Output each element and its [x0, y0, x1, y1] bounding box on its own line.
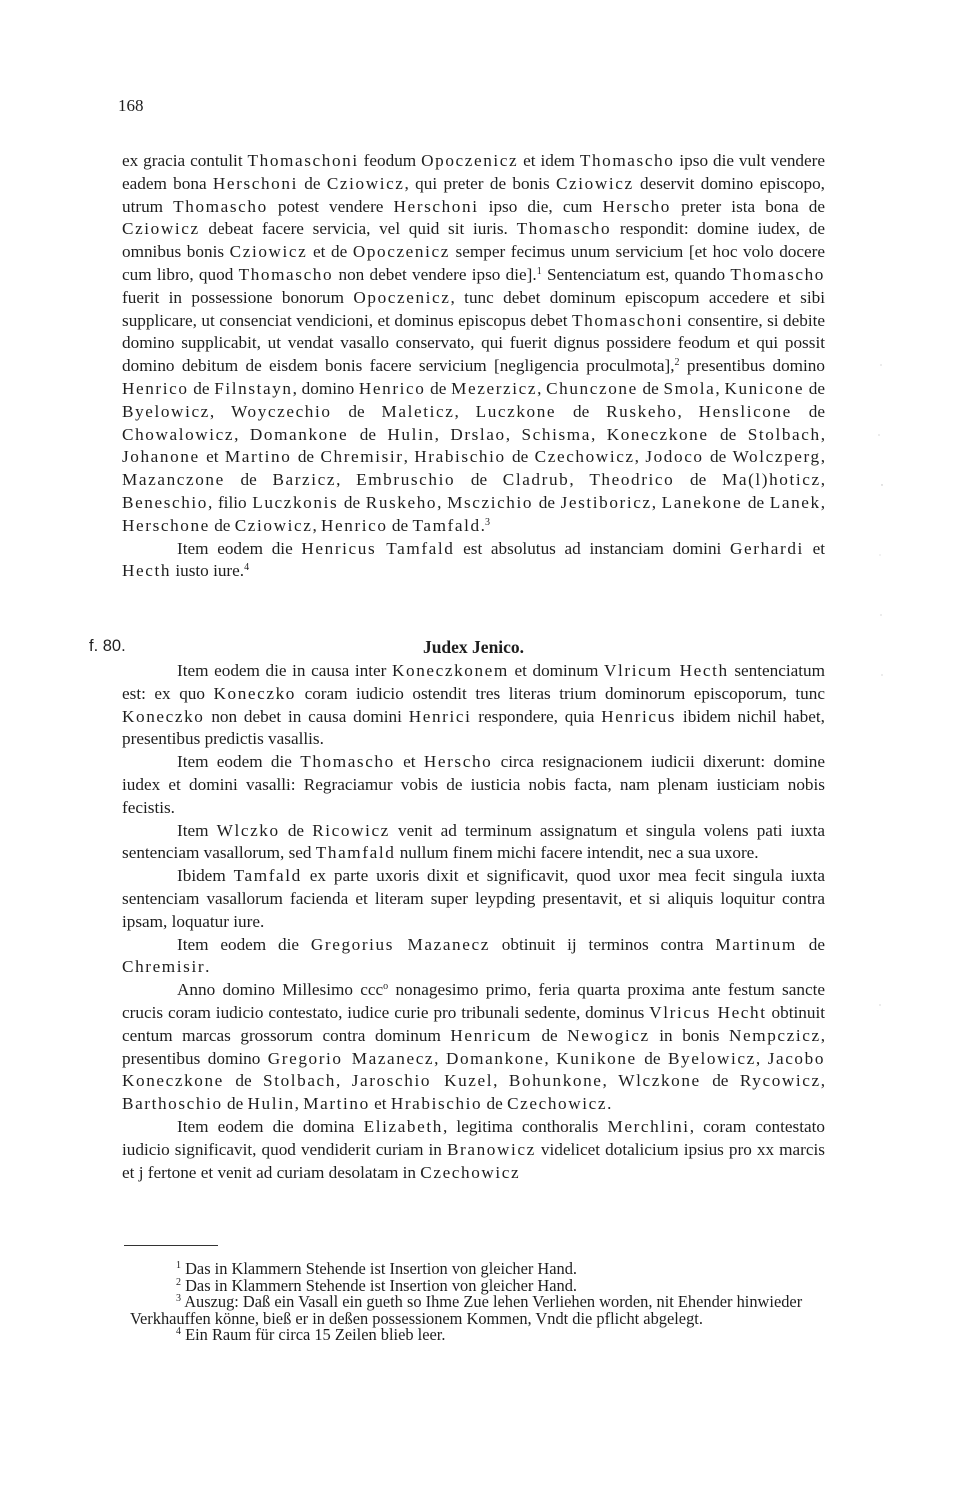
- footnote: $^1$ Das in Klammern Stehende ist Insertion von gleicher Hand.: [176, 1259, 578, 1278]
- footnote-ref: 4: [244, 562, 250, 574]
- paragraph: ex gracia contulit Thomaschoni feodum Opoczenicz et idem Thomascho ipso die vult vendere eadem bona Herschoni de Cziowicz, qui preter de bonis Cziowicz deservit domino episcopo, utrum Thomascho potest vendere Herschoni ipso die, cum Herscho preter ista bona de Cziowicz debeat facere servicia, vel quid sit iuris. Thomascho respondit: domine iudex, de omnibus bonis Cziowicz et de Opoczenicz semper fecimus unum servicium [et hoc volo docere cum libro, quod Thomascho non debet vendere ipso die].$^1$ Sentenciatum est, quando Thomascho fuerit in possessione bonorum Opoczenicz, tunc debet dominum episcopum accedere et sibi supplicare, ut consenciat vendicioni, et dominus episcopus debet Thomaschoni consentire, si debite domino supplicabit, ut vendat vasallo conservato, qui fuerit dignus possidere feodum et qui possit domino debitum de eisdem bonis facere servicium [negligencia proculmota],$^2$ presentibus domino Henrico de Filnstayn, domino Henrico de Mezerzicz, Chunczone de Smola, Kunicone de Byelowicz, Woyczechio de Maleticz, Luczkone de Ruskeho, Henslicone de Chowalowicz, Domankone de Hulin, Drslao, Schisma, Koneczkone de Stolbach, Johanone et Martino de Chremisir, Hrabischio de Czechowicz, Jodoco de Wolczperg, Mazanczone de Barzicz, Embruschio de Cladrub, Theodrico de Ma(l)hoticz, Beneschio, filio Luczkonis de Ruskeho, Msczichio de Jestiboricz, Lanekone de Lanek, Herschone de Cziowicz, Henrico de Tamfald.$^3$: [122, 151, 826, 535]
- footnotes: [130, 1261, 828, 1344]
- folio-note: f. 80.: [89, 637, 126, 655]
- paragraph: Item eodem die Thomascho et Herscho circa resignacionem iudicii dixerunt: domine iudex et domini vasalli: Regraciamur vobis de iusticia nobis facta, nam plenam iusticiam nobis fecistis.: [122, 752, 826, 817]
- main-text-lower: [122, 660, 825, 1184]
- paragraph: Item eodem die Henricus Tamfald est absolutus ad instanciam domini Gerhardi et Hecth iusto iure.$^4$: [122, 538, 826, 581]
- footnote-ref: 2: [674, 357, 680, 369]
- paragraph: Item Wlczko de Ricowicz venit ad terminum assignatum et singula volens pati iuxta sentenciam vasallorum, sed Thamfald nullum finem michi facere intendit, nec a sua uxore.: [122, 820, 825, 863]
- paragraph: Item eodem die Gregorius Mazanecz obtinuit ij terminos contra Martinum de Chremisir.: [122, 934, 825, 977]
- footnote-ref: 1: [536, 265, 542, 277]
- paragraph: Ibidem Tamfald ex parte uxoris dixit et significavit, quod uxor mea fecit singula iuxta sentenciam vasallorum facienda et literam super leypding presentavit, et si aliquis loquitur contra ipsam, loquatur iure.: [122, 866, 825, 931]
- section-heading: Judex Jenico.: [422, 637, 525, 657]
- footnote-ref: 3: [484, 516, 490, 528]
- footnote: $^3$ Auszug: Daß ein Vasall ein gueth so Ihme Zue lehen Verliehen worden, nit Ehender hinwieder Verkhauffen könne, bieß er in deßen possessionem Kommen, Vndt die pflicht abgelegt.: [130, 1292, 803, 1328]
- main-text-upper: [122, 150, 825, 583]
- footnote: $^2$ Das in Klammern Stehende ist Insertion von gleicher Hand.: [176, 1275, 578, 1295]
- footnote-divider: [124, 1245, 218, 1246]
- margin-specks: [876, 355, 886, 1055]
- page-number: 168: [118, 96, 144, 115]
- paragraph: Anno domino Millesimo ccc$^o$ nonagesimo primo, feria quarta proxima ante festum sancte crucis coram iudicio contestato, iudice curie pro tribunali sedente, dominus Vlricus Hecht obtinuit centum marcas grossorum contra dominum Henricum de Newogicz in bonis Nempczicz, presentibus domino Gregorio Mazanecz, Domankone, Kunikone de Byelowicz, Jacobo Koneczkone de Stolbach, Jaroschio Kuzel, Bohunkone, Wlczkone de Rycowicz, Barthoschio de Hulin, Martino et Hrabischio de Czechowicz.: [122, 980, 826, 1114]
- footnote: $^4$ Ein Raum für circa 15 Zeilen blieb leer.: [176, 1325, 446, 1344]
- paragraph: Item eodem die in causa inter Koneczkonem et dominum Vlricum Hecth sentenciatum est: ex quo Koneczko coram iudicio ostendit tres literas trium dominorum episcoporum, tunc Koneczko non debet in causa domini Henrici respondere, quia Henricus ibidem nichil habet, presentibus predictis vasallis.: [122, 661, 826, 749]
- paragraph: Item eodem die domina Elizabeth, legitima conthoralis Merchlini, coram contestato iudicio significavit, quod vendiderit curiam in Branowicz videlicet dotalicium ipsius pro xx marcis et j fertone et venit ad curiam desolatam in Czechowicz: [122, 1116, 825, 1182]
